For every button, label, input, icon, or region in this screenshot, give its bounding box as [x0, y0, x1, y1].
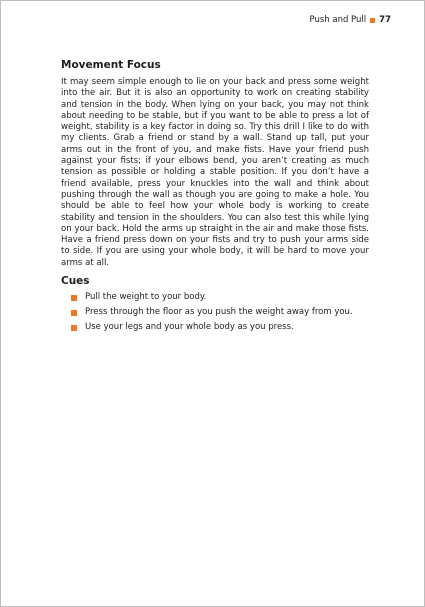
- running-header: [309, 15, 391, 25]
- orange-square-icon: [370, 18, 375, 23]
- orange-square-bullet-icon: [71, 325, 77, 331]
- orange-square-bullet-icon: [71, 310, 77, 316]
- cues-heading: Cues: [61, 275, 90, 288]
- cues-list: [61, 292, 369, 333]
- section-heading: Movement Focus: [61, 59, 161, 71]
- body-paragraph: It may seem simple enough to lie on your back and press some weight into the air. But it is also an opportunity to work on creating stability and tension in the body. When lying on your back, you may not think about needing to be stable, but if you want to be able to press a lot of weight, stability is a key factor in doing so. Try this drill I like to do with my clients. Grab a friend or stand by a wall. Stand up tall, put your arms out in the front of you, and make fists. Have your friend push against your fists; if your elbows bend, you aren’t creating as much tension as possible or holding a stable position. If you don’t have a friend available, press your knuckles into the wall and think about pushing through the wall as though you are going to make a hole. You should be able to feel how your whole body is working to create stability and tension in the shoulders. You can also test this while lying on your back. Hold the arms up straight in the air and make those fists. Have a friend press down on your fists and try to push your arms side to side. If you are using your whole body, it will be hard to move your arms at all.: [61, 77, 369, 268]
- main-content: [61, 59, 369, 337]
- list-item: [71, 322, 369, 333]
- cue-text: Pull the weight to your body.: [85, 292, 207, 303]
- page-number: 77: [379, 15, 391, 25]
- list-item: [71, 307, 369, 318]
- running-title: Push and Pull: [309, 15, 367, 25]
- list-item: [71, 292, 369, 303]
- cue-text: Use your legs and your whole body as you press.: [85, 322, 294, 333]
- cue-text: Press through the floor as you push the weight away from you.: [85, 307, 353, 318]
- orange-square-bullet-icon: [71, 295, 77, 301]
